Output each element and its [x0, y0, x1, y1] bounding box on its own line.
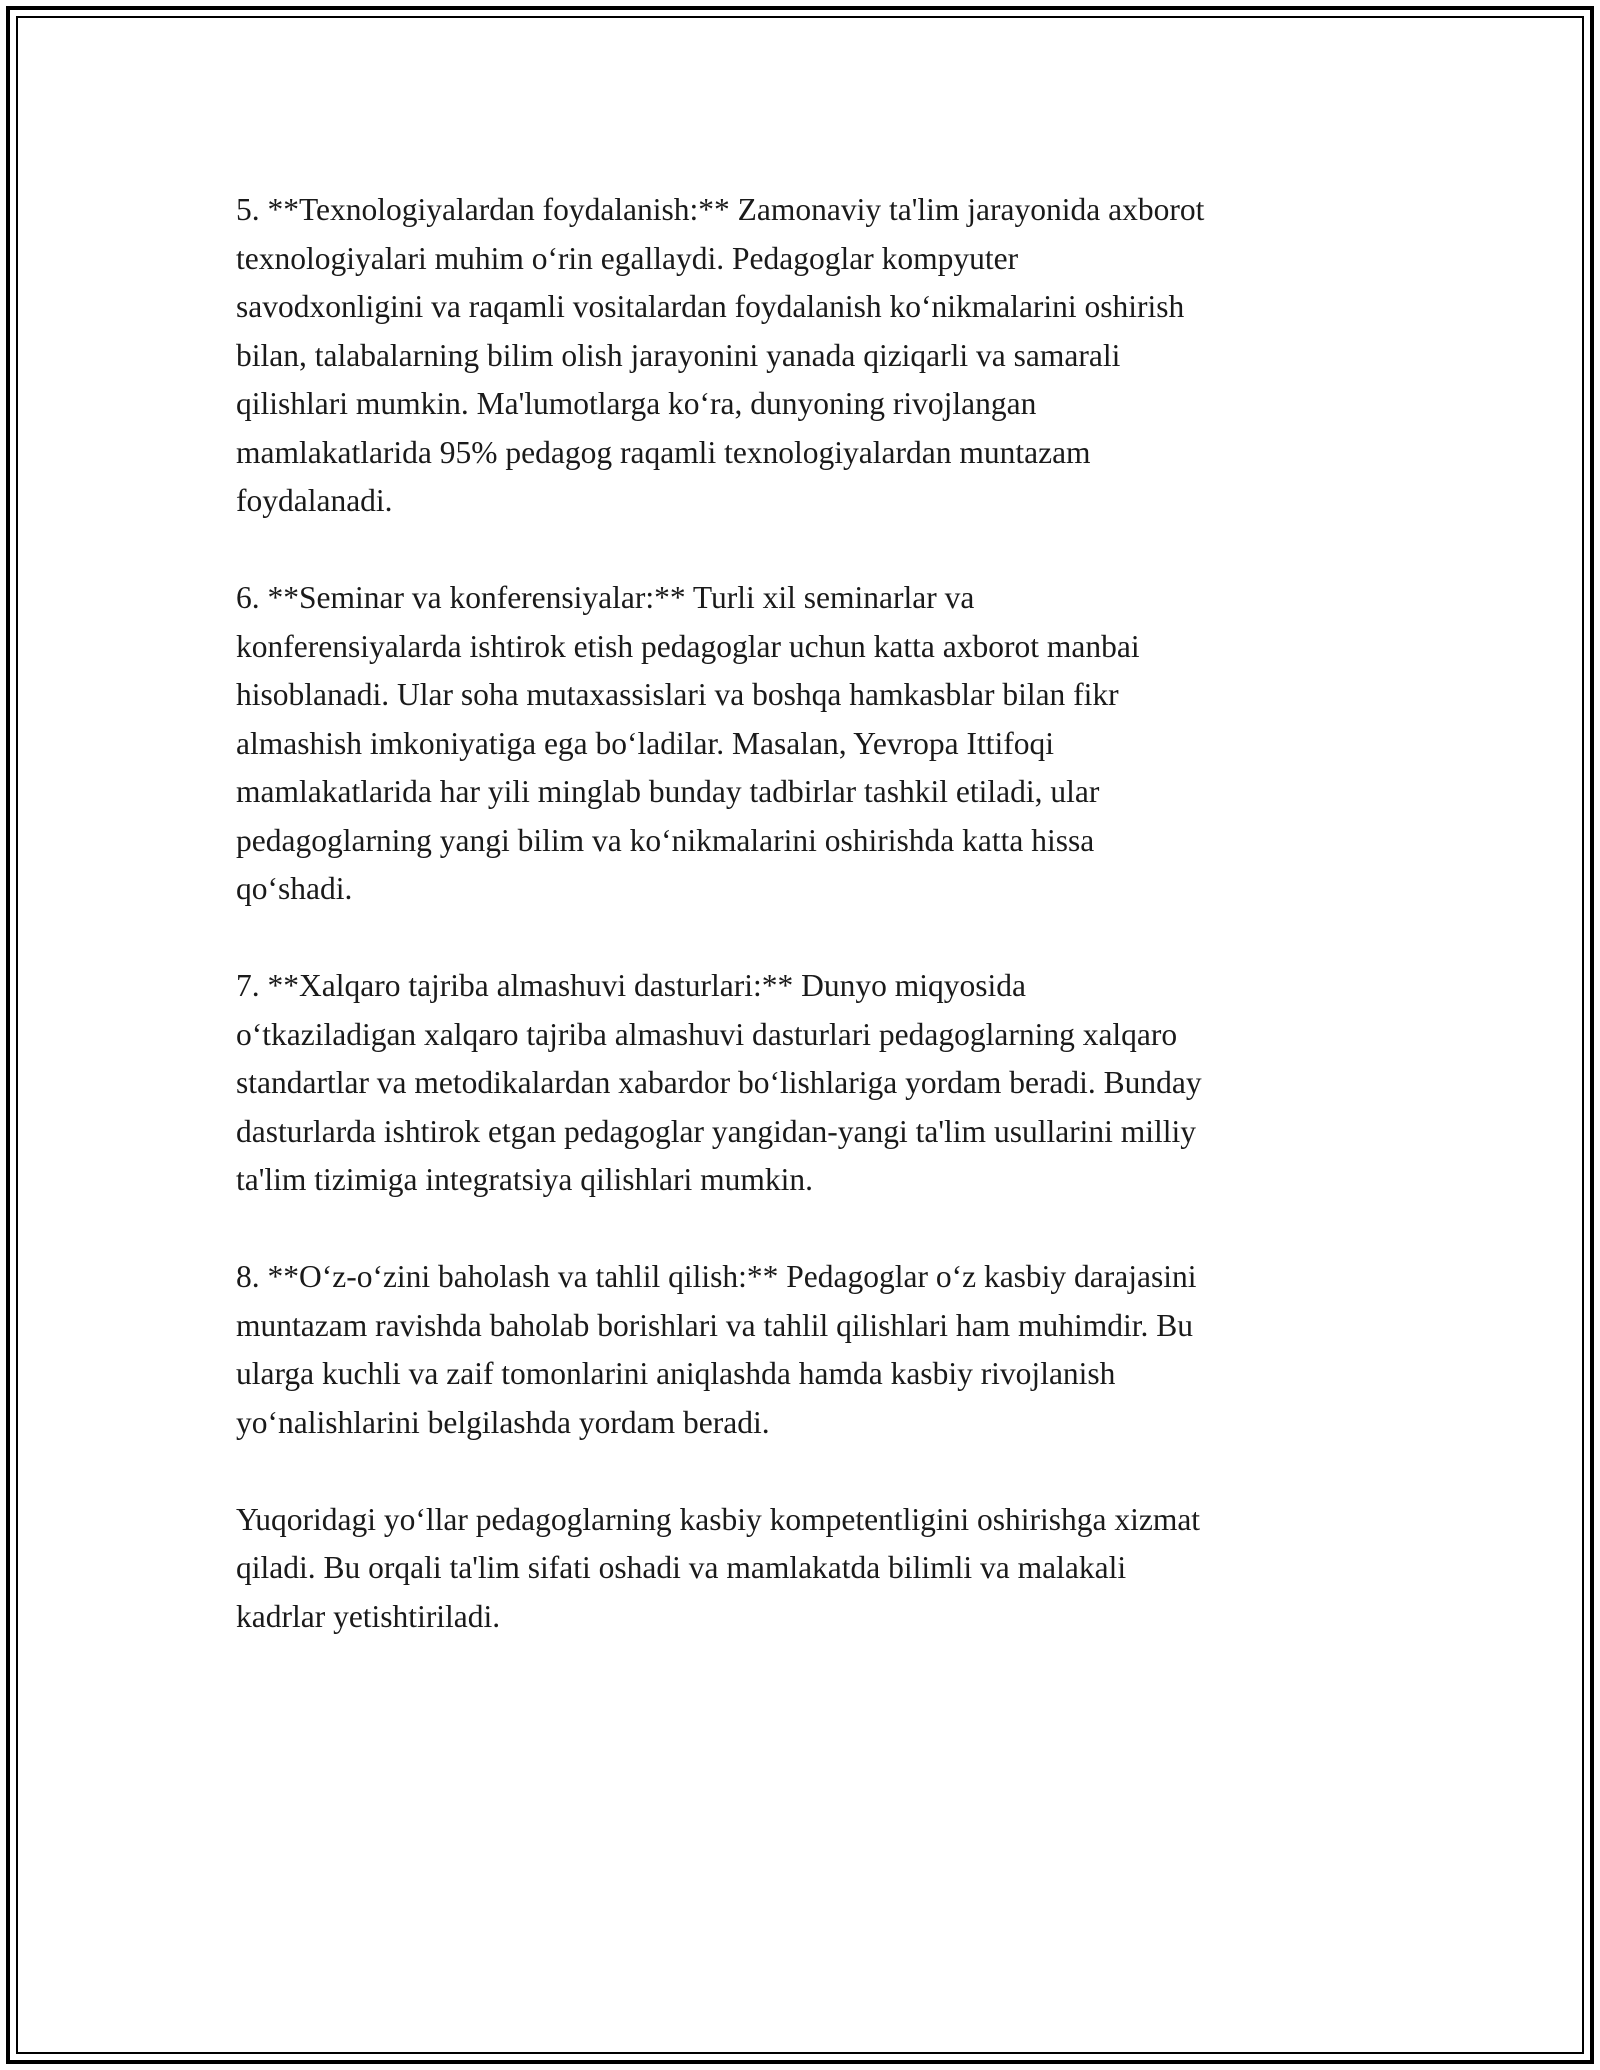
paragraph-international-exchange: 7. **Xalqaro tajriba almashuvi dasturlari:** Dunyo miqyosida o‘tkaziladigan xalqaro tajriba almashuvi dasturlari pedagoglarning xalqaro standartlar va metodikalardan xabardor bo‘lishlariga yordam beradi. Bunday dasturlarda ishtirok etgan pedagoglar yangidan-yangi ta'lim usullarini milliy ta'lim tizimiga integratsiya qilishlari mumkin.: [236, 968, 1202, 1197]
paragraph-technology-use: 5. **Texnologiyalardan foydalanish:** Zamonaviy ta'lim jarayonida axborot texnologiyalari muhim o‘rin egallaydi. Pedagoglar kompyuter savodxonligini va raqamli vositalardan foydalanish ko‘nikmalarini oshirish bilan, talabalarning bilim olish jarayonini yanada qiziqarli va samarali qilishlari mumkin. Ma'lumotlarga ko‘ra, dunyoning rivojlangan mamlakatlarida 95% pedagog raqamli texnologiyalardan muntazam foydalanadi.: [236, 192, 1205, 518]
paragraph-self-assessment: 8. **O‘z-o‘zini baholash va tahlil qilish:** Pedagoglar o‘z kasbiy darajasini muntazam ravishda baholab borishlari va tahlil qilishlari ham muhimdir. Bu ularga kuchli va zaif tomonlarini aniqlashda hamda kasbiy rivojlanish yo‘nalishlarini belgilashda yordam beradi.: [236, 1259, 1197, 1440]
document-body: [236, 186, 1386, 1641]
paragraph-conclusion: Yuqoridagi yo‘llar pedagoglarning kasbiy kompetentligini oshirishga xizmat qiladi. Bu orqali ta'lim sifati oshadi va mamlakatda bilimli va malakali kadrlar yetishtiriladi.: [236, 1501, 1201, 1634]
paragraph-seminars-conferences: 6. **Seminar va konferensiyalar:** Turli xil seminarlar va konferensiyalarda ishtirok etish pedagoglar uchun katta axborot manbai hisoblanadi. Ular soha mutaxassislari va boshqa hamkasblar bilan fikr almashish imkoniyatiga ega bo‘ladilar. Masalan, Yevropa Ittifoqi mamlakatlarida har yili minglab bunday tadbirlar tashkil etiladi, ular pedagoglarning yangi bilim va ko‘nikmalarini oshirishda katta hissa qo‘shadi.: [236, 580, 1140, 906]
